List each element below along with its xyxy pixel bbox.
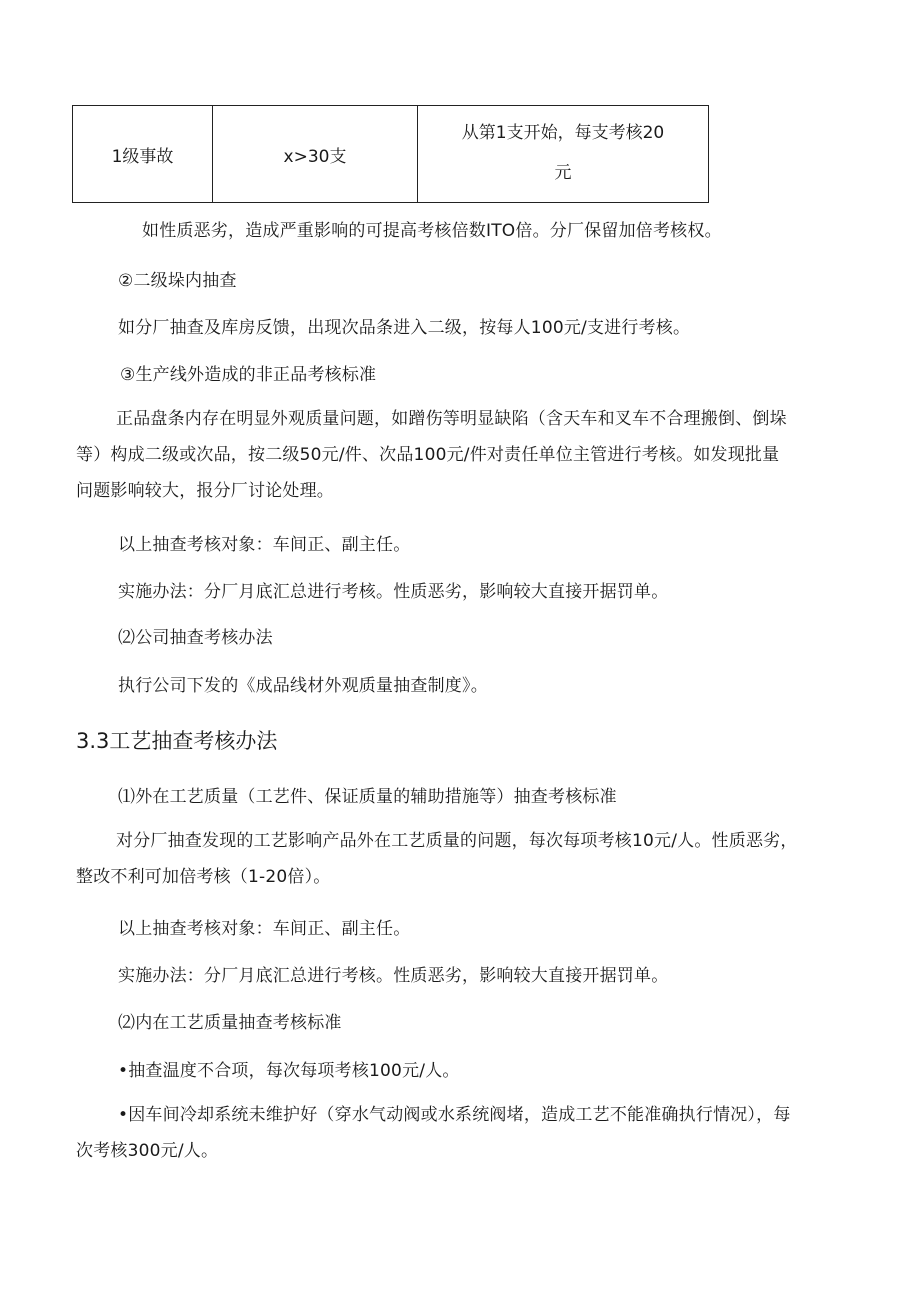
paragraph: 以上抽查考核对象：车间正、副主任。: [118, 919, 411, 939]
paragraph: [76, 823, 852, 895]
bullet-item: •抽查温度不合项，每次每项考核100元/人。: [118, 1061, 460, 1081]
paragraph-line: •因车间冷却系统未维护好（穿水气动阀或水系统阀堵，造成工艺不能准确执行情况），每: [118, 1105, 791, 1125]
table-row: [73, 106, 709, 203]
paragraph: 以上抽查考核对象：车间正、副主任。: [118, 535, 411, 555]
accident-rule-cell: [418, 106, 709, 203]
paragraph: 执行公司下发的《成品线材外观质量抽查制度》。: [118, 676, 488, 696]
section-heading: 3.3工艺抽查考核办法: [76, 729, 278, 753]
rule-line: 元: [554, 163, 572, 183]
accident-table: [72, 105, 709, 203]
subsection-title: ②二级垛内抽查: [118, 271, 237, 291]
bullet-item: [76, 1097, 852, 1169]
subsection-title: ⑵公司抽查考核办法: [118, 628, 273, 648]
paragraph-line: 正品盘条内存在明显外观质量问题，如蹭伤等明显缺陷（含天车和叉车不合理搬倒、倒垛: [116, 409, 787, 429]
paragraph-line: 对分厂抽查发现的工艺影响产品外在工艺质量的问题，每次每项考核10元/人。性质恶劣，: [116, 831, 798, 851]
accident-range-cell: x>30支: [213, 106, 418, 203]
subsection-title: ⑵内在工艺质量抽查考核标准: [118, 1013, 342, 1033]
paragraph-line: 整改不利可加倍考核（1-20倍）。: [76, 867, 331, 887]
paragraph: [76, 401, 852, 509]
paragraph: 实施办法：分厂月底汇总进行考核。性质恶劣，影响较大直接开据罚单。: [118, 966, 669, 986]
accident-level-cell: 1级事故: [73, 106, 213, 203]
paragraph: 实施办法：分厂月底汇总进行考核。性质恶劣，影响较大直接开据罚单。: [118, 582, 669, 602]
paragraph-line: 次考核300元/人。: [76, 1141, 219, 1161]
paragraph-line: 问题影响较大，报分厂讨论处理。: [76, 481, 334, 501]
severity-note: 如性质恶劣，造成严重影响的可提高考核倍数ITO倍。分厂保留加倍考核权。: [142, 221, 722, 241]
subsection-title: ③生产线外造成的非正品考核标准: [120, 365, 377, 385]
paragraph-line: 等）构成二级或次品，按二级50元/件、次品100元/件对责任单位主管进行考核。如发现批量: [76, 445, 780, 465]
rule-line: 从第1支开始，每支考核20: [461, 123, 665, 144]
paragraph: 如分厂抽查及库房反馈，出现次品条进入二级，按每人100元/支进行考核。: [118, 318, 691, 338]
subsection-title: ⑴外在工艺质量（工艺件、保证质量的辅助措施等）抽查考核标准: [118, 787, 617, 807]
